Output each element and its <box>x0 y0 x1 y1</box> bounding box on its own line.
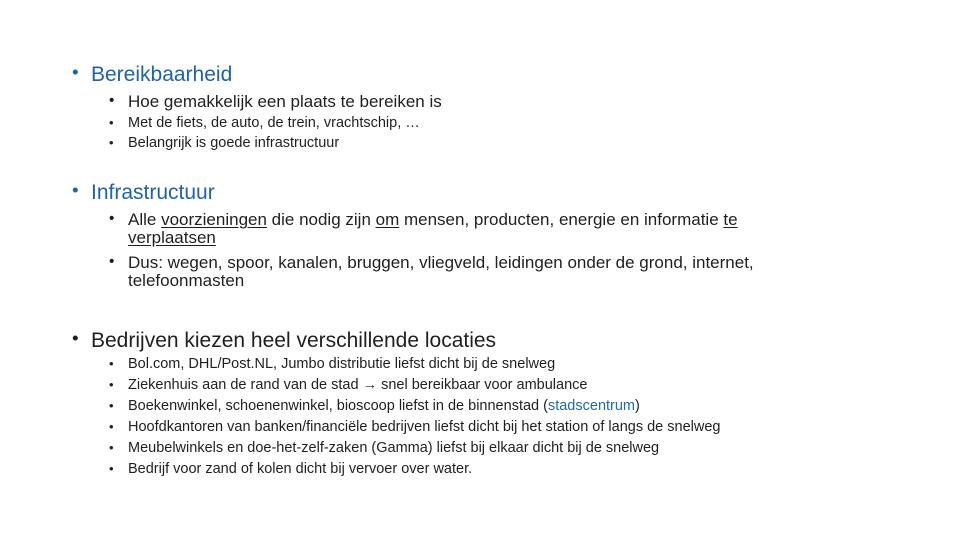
bullet: • <box>109 115 114 130</box>
bullet: • <box>109 135 114 150</box>
bullet: • <box>109 92 115 109</box>
bullet: • <box>72 328 79 349</box>
list-item: • Hoofdkantoren van banken/financiële bedrijven liefst dicht bij het station of langs de snelweg <box>109 419 721 435</box>
sub-bullet-definition: • Hoe gemakkelijk een plaats te bereiken is <box>109 92 442 111</box>
bullet: • <box>109 419 114 434</box>
bullet: • <box>72 180 79 201</box>
bullet: • <box>109 377 114 392</box>
underlined-word: om <box>375 210 400 229</box>
heading-infrastructuur: • Infrastructuur <box>72 180 215 204</box>
list-item: • Meubelwinkels en doe-het-zelf-zaken (Gamma) liefst bij elkaar dicht bij de snelweg <box>109 440 660 456</box>
heading-locaties: • Bedrijven kiezen heel verschillende locaties <box>72 328 497 352</box>
sub-bullet-transport: • Met de fiets, de auto, de trein, vrachtschip, … <box>109 115 420 131</box>
underlined-word: verplaatsen <box>128 228 216 247</box>
underlined-word: voorzieningen <box>161 210 267 229</box>
bullet: • <box>109 356 114 371</box>
list-item: • Boekenwinkel, schoenenwinkel, bioscoop liefst in de binnenstad (stadscentrum) <box>109 398 640 414</box>
bullet: • <box>109 253 115 270</box>
list-item: • Bedrijf voor zand of kolen dicht bij vervoer over water. <box>109 461 473 477</box>
heading-bereikbaarheid: • Bereikbaarheid <box>72 62 233 86</box>
bullet: • <box>109 440 114 455</box>
list-item: • Bol.com, DHL/Post.NL, Jumbo distributie liefst dicht bij de snelweg <box>109 356 556 372</box>
sub-bullet-infra-important: • Belangrijk is goede infrastructuur <box>109 135 340 151</box>
stadscentrum-link[interactable]: stadscentrum <box>547 398 636 414</box>
bullet: • <box>109 461 114 476</box>
bullet: • <box>72 62 79 83</box>
bullet: • <box>109 210 115 227</box>
list-item: • Ziekenhuis aan de rand van de stad → snel bereikbaar voor ambulance <box>109 377 588 393</box>
bullet: • <box>109 398 114 413</box>
sub-bullet-definition-infra: • Alle voorzieningen die nodig zijn om mensen, producten, energie en informatie te verplaatsen <box>109 210 738 247</box>
sub-bullet-examples: • Dus: wegen, spoor, kanalen, bruggen, vliegveld, leidingen onder de grond, internet, telefoonmasten <box>109 253 754 290</box>
underlined-word: te <box>723 210 738 229</box>
